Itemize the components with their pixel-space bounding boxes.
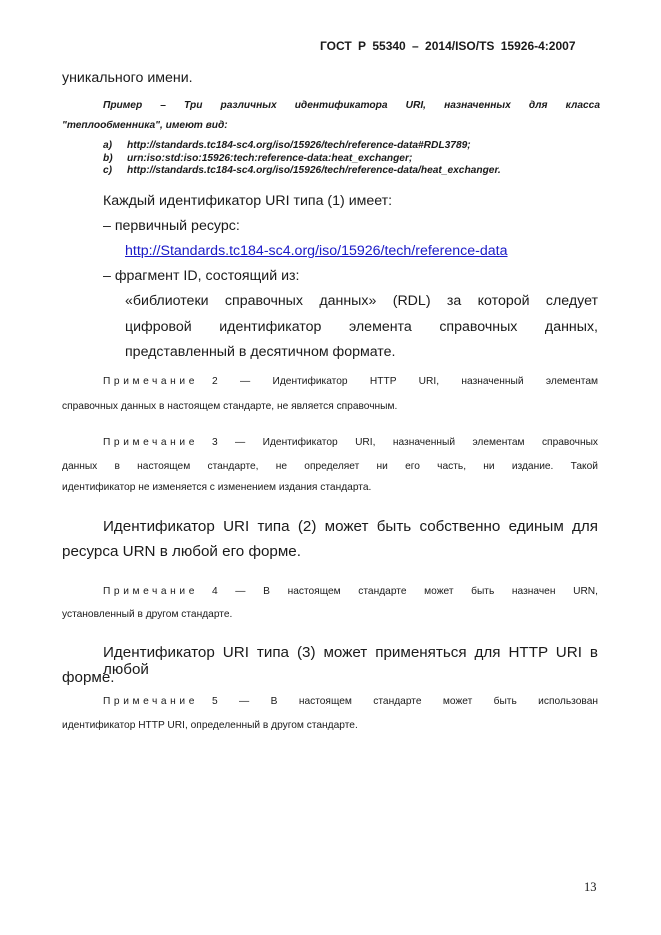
document-header: ГОСТ Р 55340 – 2014/ISO/TS 15926-4:2007 <box>320 39 576 53</box>
note-text: 2 — Идентификатор HTTP URI, назначенный элементам <box>211 376 598 387</box>
note-2 <box>103 376 598 388</box>
list-text: http://standards.tc184-sc4.org/iso/15926/tech/reference-data#RDL3789; <box>127 140 471 151</box>
note-4-line-2: установленный в другом стандарте. <box>62 609 233 620</box>
list-label: b) <box>103 152 113 164</box>
example-item-b <box>103 153 603 166</box>
page-number: 13 <box>584 880 597 894</box>
note-word: Примечание <box>103 696 198 707</box>
fragment-line-3: представленный в десятичном формате. <box>125 344 396 360</box>
note-text: 3 — Идентификатор URI, назначенный элементам справочных <box>211 437 598 448</box>
example-item-c <box>103 165 603 178</box>
list-label: c) <box>103 165 113 176</box>
continuation-text: уникального имени. <box>62 70 193 86</box>
example-line-2: "теплообменника", имеют вид: <box>62 120 228 131</box>
note-word: Примечание <box>103 376 198 387</box>
example-line-1: Пример – Три различных идентификатора URI, назначенных для класса <box>103 100 600 111</box>
fragment-line-2: цифровой идентификатор элемента справочных данных, <box>125 319 598 335</box>
fragment-id-label: – фрагмент ID, состоящий из: <box>103 268 300 284</box>
list-text: http://standards.tc184-sc4.org/iso/15926/tech/reference-data/heat_exchanger. <box>127 165 501 176</box>
note-3-line-2: данных в настоящем стандарте, не определяет ни его часть, ни издание. Такой <box>62 461 598 472</box>
example-item-a <box>103 140 603 153</box>
uri-type2-line-2: ресурса URN в любой его форме. <box>62 543 301 560</box>
note-2-line-2: справочных данных в настоящем стандарте, не является справочным. <box>62 401 398 412</box>
primary-resource-link[interactable]: http://Standards.tc184-sc4.org/iso/15926/tech/reference-data <box>125 243 508 259</box>
example-list <box>103 140 603 178</box>
fragment-line-1: «библиотеки справочных данных» (RDL) за которой следует <box>125 293 598 309</box>
uri-type1-intro: Каждый идентификатор URI типа (1) имеет: <box>103 193 393 209</box>
note-word: Примечание <box>103 437 198 448</box>
note-5 <box>103 696 598 708</box>
note-text: 5 — В настоящем стандарте может быть использован <box>211 696 598 707</box>
list-text: urn:iso:std:iso:15926:tech:reference-data:heat_exchanger; <box>127 152 413 164</box>
note-3 <box>103 437 598 449</box>
uri-type3-line-2: форме. <box>62 669 115 686</box>
note-3-line-3: идентификатор не изменяется с изменением издания стандарта. <box>62 482 372 493</box>
uri-type3-line-1: Идентификатор URI типа (3) может применяться для HTTP URI в любой <box>103 644 598 678</box>
list-label: a) <box>103 140 113 151</box>
note-word: Примечание <box>103 586 198 597</box>
note-text: 4 — В настоящем стандарте может быть назначен URN, <box>211 586 598 597</box>
note-4 <box>103 586 598 598</box>
uri-type2-line-1: Идентификатор URI типа (2) может быть собственно единым для <box>103 518 598 535</box>
primary-resource-label: – первичный ресурс: <box>103 218 240 234</box>
note-5-line-2: идентификатор HTTP URI, определенный в другом стандарте. <box>62 720 358 731</box>
